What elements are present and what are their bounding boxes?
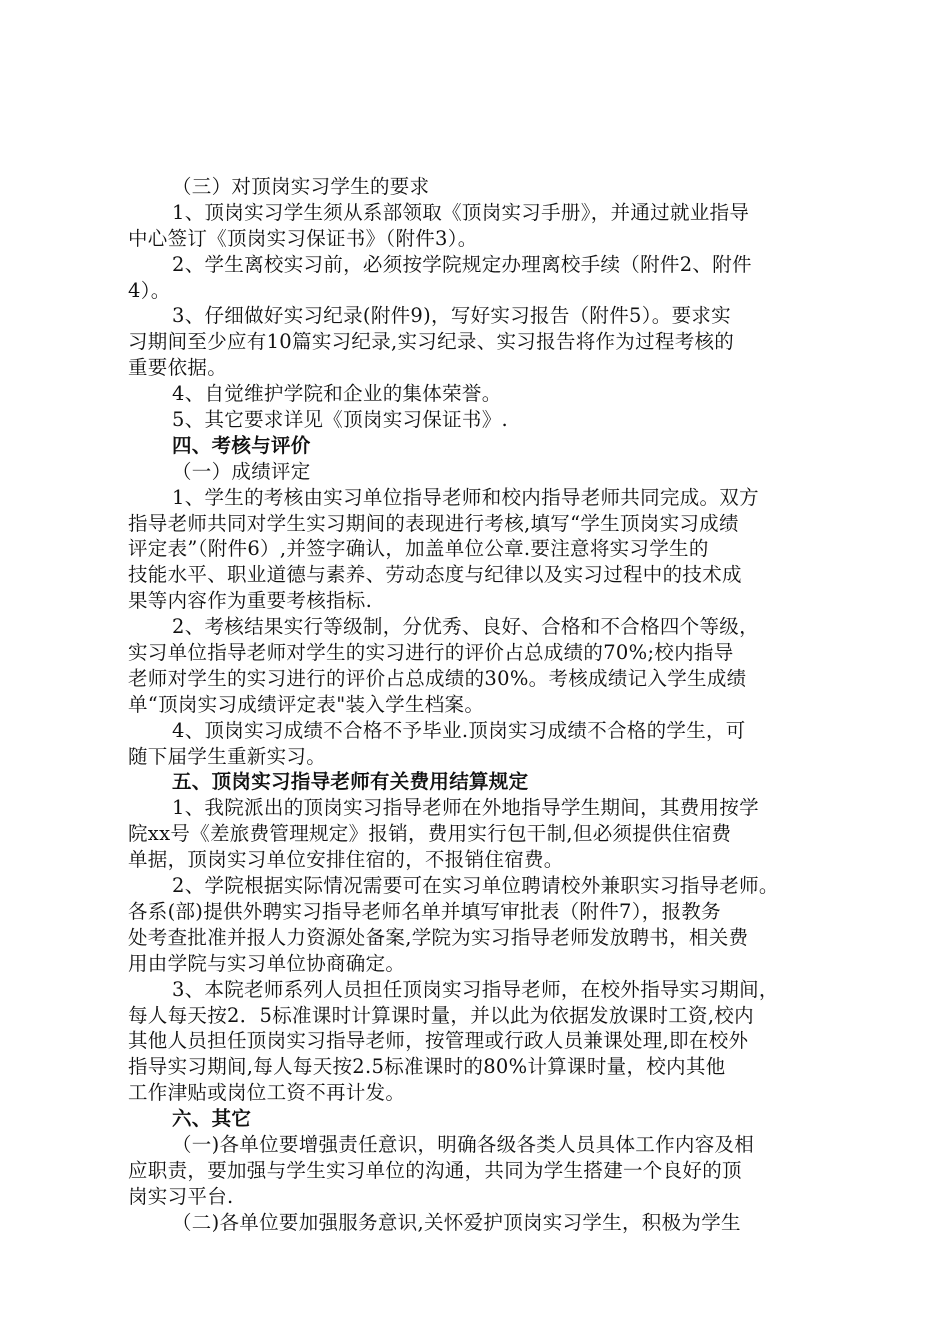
text-line: 院xx号《差旅费管理规定》报销，费用实行包干制,但必须提供住宿费	[128, 822, 732, 846]
text-line: 单“顶岗实习成绩评定表"装入学生档案。	[128, 692, 485, 716]
text-line: 处考查批准并报人力资源处备案,学院为实习指导老师发放聘书，相关费	[128, 925, 749, 949]
text-line: 1、我院派出的顶岗实习指导老师在外地指导学生期间，其费用按学	[172, 796, 759, 820]
text-line: 果等内容作为重要考核指标.	[128, 589, 373, 613]
text-line: （一)各单位要增强责任意识，明确各级各类人员具体工作内容及相	[172, 1132, 755, 1156]
text-line: 3、本院老师系列人员担任顶岗实习指导老师，在校外指导实习期间，	[172, 977, 779, 1001]
text-line: 单据，顶岗实习单位安排住宿的，不报销住宿费。	[128, 848, 564, 872]
text-line: 4、自觉维护学院和企业的集体荣誉。	[172, 382, 502, 406]
text-line: 中心签订《顶岗实习保证书》（附件3）。	[128, 226, 478, 250]
text-line: （二)各单位要加强服务意识,关怀爱护顶岗实习学生，积极为学生	[172, 1210, 741, 1234]
document-body	[128, 174, 828, 1236]
text-line: 评定表”（附件6）,并签字确认，加盖单位公章.要注意将实习学生的	[128, 537, 709, 561]
text-line: 各系(部)提供外聘实习指导老师名单并填写审批表（附件7），报教务	[128, 899, 721, 923]
text-line: 2、学生离校实习前，必须按学院规定办理离校手续（附件2、附件	[172, 252, 752, 276]
text-line: 指导实习期间,每人每天按2.5标准课时的80%计算课时量，校内其他	[128, 1055, 726, 1079]
text-line: 指导老师共同对学生实习期间的表现进行考核,填写“学生顶岗实习成绩	[128, 511, 739, 535]
text-line: 其他人员担任顶岗实习指导老师，按管理或行政人员兼课处理,即在校外	[128, 1029, 749, 1053]
text-line: 实习单位指导老师对学生的实习进行的评价占总成绩的70%;校内指导	[128, 641, 734, 665]
text-line: （一）成绩评定	[172, 459, 311, 483]
text-line: 老师对学生的实习进行的评价占总成绩的30%。考核成绩记入学生成绩	[128, 666, 747, 690]
text-line: 1、学生的考核由实习单位指导老师和校内指导老师共同完成。双方	[172, 485, 759, 509]
text-line: 重要依据。	[128, 356, 228, 380]
text-line: 技能水平、职业道德与素养、劳动态度与纪律以及实习过程中的技术成	[128, 563, 742, 587]
section-heading: 六、其它	[172, 1107, 252, 1131]
text-line: 1、顶岗实习学生须从系部领取《顶岗实习手册》，并通过就业指导	[172, 200, 750, 224]
text-line: 每人每天按2．5标准课时计算课时量，并以此为依据发放课时工资,校内	[128, 1003, 754, 1027]
text-line: 4、顶岗实习成绩不合格不予毕业.顶岗实习成绩不合格的学生，可	[172, 718, 746, 742]
text-line: 5、其它要求详见《顶岗实习保证书》.	[172, 408, 509, 432]
text-line: 应职责，要加强与学生实习单位的沟通，共同为学生搭建一个良好的顶	[128, 1158, 742, 1182]
text-line: 岗实习平台.	[128, 1184, 234, 1208]
text-line: 随下届学生重新实习。	[128, 744, 327, 768]
text-line: 3、仔细做好实习纪录(附件9)，写好实习报告（附件5）。要求实	[172, 304, 731, 328]
text-line: 2、学院根据实际情况需要可在实习单位聘请校外兼职实习指导老师。	[172, 874, 779, 898]
section-heading: 五、顶岗实习指导老师有关费用结算规定	[172, 770, 529, 794]
text-line: 习期间至少应有10篇实习纪录,实习纪录、实习报告将作为过程考核的	[128, 330, 735, 354]
text-line: 工作津贴或岗位工资不再计发。	[128, 1081, 406, 1105]
section-heading: 四、考核与评价	[172, 433, 311, 457]
text-line: （三）对顶岗实习学生的要求	[172, 175, 430, 198]
text-line: 2、考核结果实行等级制，分优秀、良好、合格和不合格四个等级，	[172, 615, 759, 639]
text-line: 4）。	[128, 278, 171, 302]
text-line: 用由学院与实习单位协商确定。	[128, 951, 406, 975]
